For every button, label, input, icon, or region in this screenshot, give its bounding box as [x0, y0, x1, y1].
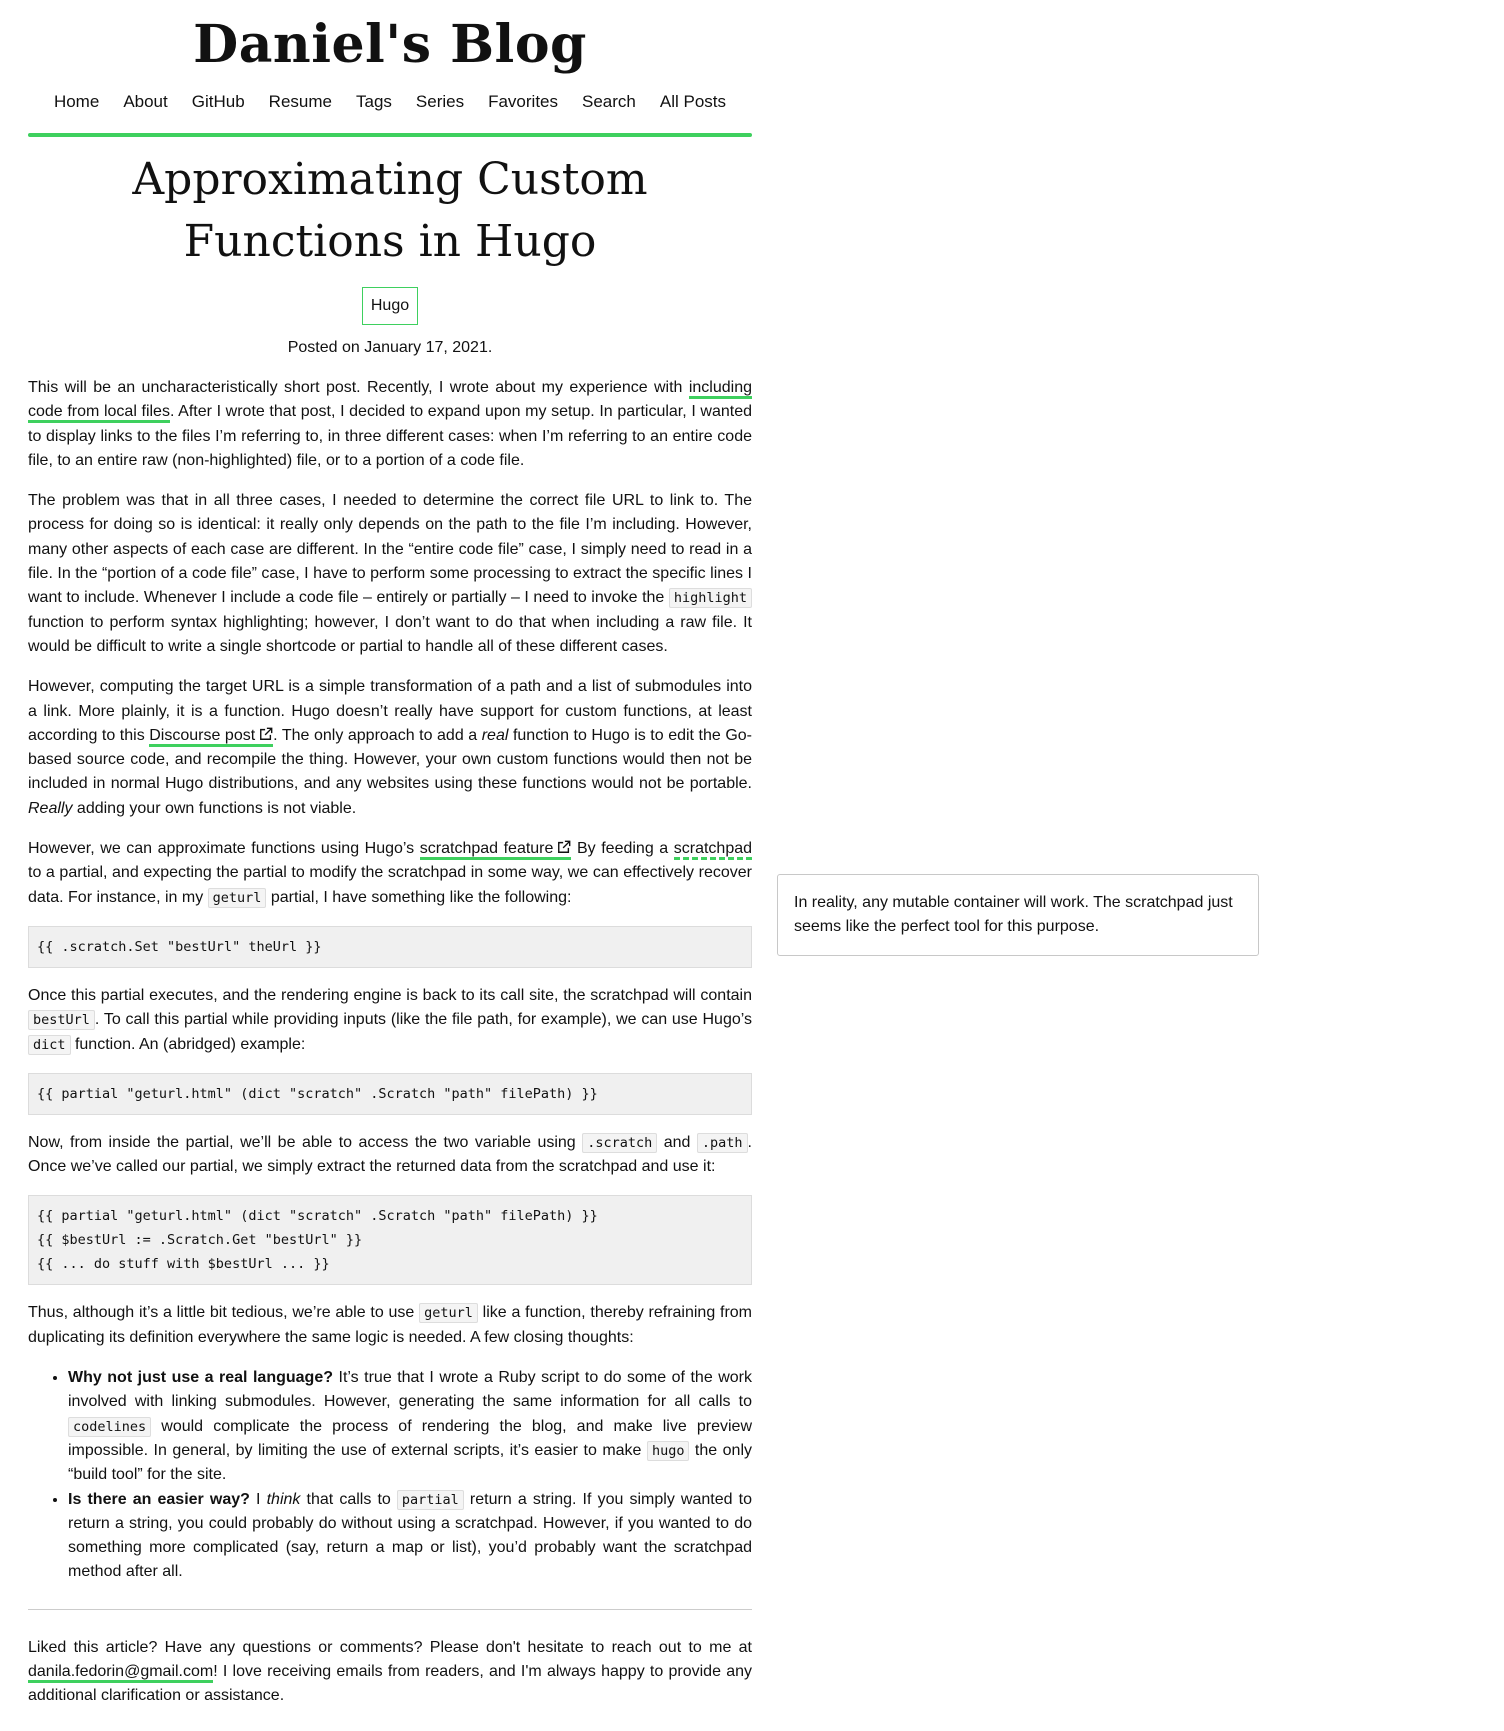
- link-label: scratchpad feature: [419, 840, 554, 858]
- text: that calls to: [300, 1490, 397, 1508]
- text: It’s true that I wrote a Ruby script to do some of the work involved with linking submodules. However, generating the same information for all calls to: [68, 1369, 752, 1411]
- nav-all-posts[interactable]: All Posts: [659, 92, 727, 111]
- nav-search[interactable]: Search: [582, 92, 636, 111]
- text: The problem was that in all three cases, I needed to determine the correct file URL to link to. The process for doing so is identical: it really only depends on the path to the file I’m including. However, many other aspects of each case are different. In the “entire code file” case, I simply need to read in a file. In the “portion of a code file” case, I have to perform some processing to extract the specific lines I want to include. Whenever I include a code file – entirely or partially – I need to invoke the: [28, 492, 752, 607]
- text: This will be an uncharacteristically short post. Recently, I wrote about my experience with: [28, 379, 689, 396]
- text: and: [657, 1133, 697, 1151]
- text: However, computing the target URL is a simple transformation of a path and a list of submodules into a link. More plainly, it is a function. Hugo doesn’t really have support for custom functions, at least according to this: [28, 678, 752, 744]
- list-item-heading: Is there an easier way?: [68, 1490, 250, 1508]
- scratchpad-feature-link[interactable]: [420, 840, 572, 860]
- inline-code: geturl: [419, 1303, 478, 1323]
- local-files-link[interactable]: including code from local files: [28, 379, 752, 423]
- text: Now, from inside the partial, we’ll be able to access the two variable using: [28, 1133, 583, 1151]
- text: the only “build tool” for the site.: [68, 1441, 753, 1484]
- text: . Once we’ve called our partial, we simply extract the returned data from the scratchpad and use it:: [28, 1133, 752, 1176]
- text: partial, I have something like the following:: [266, 888, 572, 906]
- text: . After I wrote that post, I decided to expand upon my setup. In particular, I wanted to display links to the files I’m referring to, in three different cases: when I’m referring to an entire code file, to an entire raw (non-highlighted) file, or to a portion of a code file.: [28, 403, 753, 469]
- emphasis: real: [481, 726, 509, 744]
- paragraph: [28, 376, 752, 473]
- inline-code: hugo: [647, 1441, 690, 1461]
- closing-thoughts-list: [28, 1366, 752, 1585]
- text: . To call this partial while providing inputs (like the file path, for example), we can use Hugo’s: [94, 1011, 752, 1029]
- emphasis: think: [266, 1490, 301, 1508]
- paragraph: [28, 489, 752, 659]
- page-column: [28, 0, 752, 1709]
- paragraph: [28, 837, 752, 910]
- text: return a string. If you simply wanted to return a string, you could probably do without using a scratchpad. However, if you wanted to do something more complicated (say, return a map or list), you’d probably want the scratchpad method after all.: [68, 1490, 752, 1581]
- text: However, we can approximate functions using Hugo’s: [28, 840, 420, 858]
- emphasis: Really: [28, 799, 73, 817]
- sidenote: In reality, any mutable container will work. The scratchpad just seems like the perfect tool for this purpose.: [777, 874, 1259, 956]
- post-date: Posted on January 17, 2021.: [287, 339, 493, 356]
- post-content: [28, 376, 752, 1709]
- code-block: {{ partial "geturl.html" (dict "scratch" .Scratch "path" filePath) }} {{ $bestUrl := .Scratch.Get "bestUrl" }} {{ ... do stuff with $bestUrl ... }}: [28, 1195, 752, 1285]
- discourse-post-link[interactable]: [149, 727, 273, 747]
- paragraph: [28, 984, 752, 1057]
- inline-code: partial: [397, 1490, 464, 1510]
- inline-code: .path: [697, 1133, 748, 1153]
- text: ! I love receiving emails from readers, and I'm always happy to provide any additional clarification or assistance.: [28, 1662, 752, 1705]
- inline-code: geturl: [208, 888, 267, 908]
- list-item: [68, 1366, 752, 1487]
- inline-code: bestUrl: [28, 1010, 95, 1030]
- link-label: Discourse post: [149, 726, 256, 744]
- text: Liked this article? Have any questions or comments? Please don't hesitate to reach out to me at: [28, 1638, 752, 1656]
- text: Thus, although it’s a little bit tedious, we’re able to use: [28, 1304, 420, 1322]
- text: I: [249, 1490, 267, 1508]
- scratchpad-sidenote-link[interactable]: scratchpad: [674, 840, 752, 860]
- footer-divider: [28, 1609, 752, 1610]
- footer-paragraph: [28, 1636, 752, 1709]
- text: function. An (abridged) example:: [70, 1035, 306, 1053]
- nav-series[interactable]: Series: [415, 92, 465, 111]
- text: would complicate the process of rendering the blog, and make live preview impossible. In general, by limiting the use of external scripts, it’s easier to make: [68, 1417, 752, 1459]
- inline-code: highlight: [669, 588, 752, 608]
- code-block: {{ .scratch.Set "bestUrl" theUrl }}: [28, 926, 752, 968]
- nav-home[interactable]: Home: [53, 92, 100, 111]
- text: function to perform syntax highlighting; however, I don’t want to do that when including a raw file. It would be difficult to write a single shortcode or partial to handle all of these different cases.: [28, 613, 752, 655]
- code-block: {{ partial "geturl.html" (dict "scratch" .Scratch "path" filePath) }}: [28, 1073, 752, 1115]
- nav-divider: [28, 133, 752, 137]
- nav-tags[interactable]: Tags: [355, 92, 392, 111]
- email-link[interactable]: danila.fedorin@gmail.com: [28, 1663, 213, 1683]
- site-nav: [28, 90, 752, 114]
- site-title[interactable]: Daniel's Blog: [193, 14, 587, 75]
- text: adding your own functions is not viable.: [72, 799, 357, 817]
- tag-hugo[interactable]: Hugo: [362, 287, 418, 325]
- post-tags: [28, 287, 752, 325]
- inline-code: dict: [28, 1035, 71, 1055]
- external-link-icon: [259, 727, 273, 741]
- paragraph: [28, 1301, 752, 1350]
- text: By feeding a: [571, 840, 674, 858]
- text: Once this partial executes, and the rendering engine is back to its call site, the scratchpad will contain: [28, 986, 752, 1004]
- paragraph: [28, 675, 752, 821]
- nav-resume[interactable]: Resume: [268, 92, 332, 111]
- inline-code: .scratch: [582, 1133, 657, 1153]
- text: . The only approach to add a: [273, 726, 482, 744]
- text: to a partial, and expecting the partial to modify the scratchpad in some way, we can effectively recover data. For instance, in my: [28, 864, 752, 906]
- nav-github[interactable]: GitHub: [191, 92, 245, 111]
- list-item-heading: Why not just use a real language?: [68, 1369, 333, 1387]
- external-link-icon: [557, 840, 571, 854]
- nav-favorites[interactable]: Favorites: [488, 92, 559, 111]
- inline-code: codelines: [68, 1417, 151, 1437]
- text: function to Hugo is to edit the Go-based source code, and recompile the thing. However, your own custom functions would then not be included in normal Hugo distributions, and any websites using these functions would not be portable.: [28, 726, 752, 793]
- nav-about[interactable]: About: [123, 92, 168, 111]
- text: like a function, thereby refraining from duplicating its definition everywhere the same logic is needed. A few closing thoughts:: [28, 1304, 752, 1346]
- list-item: [68, 1488, 752, 1585]
- paragraph: [28, 1131, 752, 1180]
- post-title: Approximating Custom Functions in Hugo: [132, 154, 648, 267]
